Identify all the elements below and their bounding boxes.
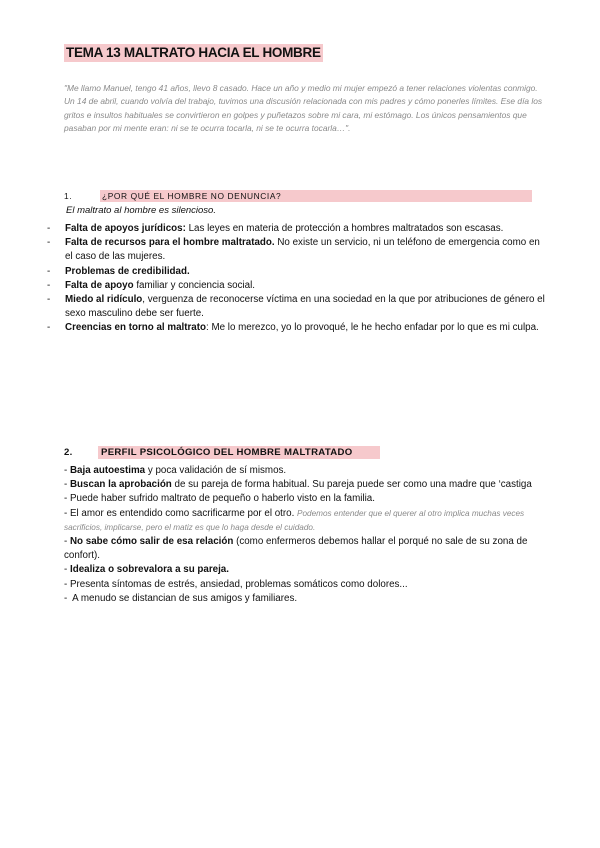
item-prefix: - bbox=[64, 564, 70, 576]
item-bold: Problemas de credibilidad. bbox=[65, 265, 190, 277]
list-item bbox=[47, 265, 547, 279]
item-note: Podemos entender que el querer al otro implica muchas veces sacrificios, implicarse, pero el matiz es que lo haga desde el cuidado. bbox=[64, 508, 525, 532]
item-bold: Idealiza o sobrevalora a su pareja. bbox=[69, 564, 229, 576]
document-title: TEMA 13 MALTRATO HACIA EL HOMBRE bbox=[66, 45, 321, 60]
item-bold: Miedo al ridículo bbox=[65, 294, 143, 306]
item-bold: Falta de apoyo bbox=[65, 279, 134, 291]
item-text: Las leyes en materia de protección a hombres maltratados son escasas. bbox=[185, 223, 504, 234]
item-bold: Creencias en torno al maltrato bbox=[65, 322, 207, 334]
item-text: A menudo se distancian de sus amigos y familiares. bbox=[72, 592, 298, 604]
section-1-list bbox=[47, 222, 547, 336]
item-bold: Buscan la aprobación bbox=[69, 479, 172, 491]
section-2-number: 2. bbox=[64, 447, 73, 458]
list-item bbox=[47, 222, 547, 236]
item-text: El amor es entendido como sacrificarme por el otro. bbox=[69, 507, 298, 519]
list-item bbox=[64, 507, 554, 535]
list-bullet: - bbox=[47, 223, 51, 234]
item-text: (como enfermeros debemos hallar el porqué no sale de su zona de confort). bbox=[64, 536, 528, 562]
testimony-quote: "Me llamo Manuel, tengo 41 años, llevo 8 casado. Hace un año y medio mi mujer empezó a tener relaciones violentas conmigo. Un 14 de abril, cuando volvía del trabajo, tuvimos una discusión relacionada con mis padres y cómo ponerles límites. Ese día los gritos e insultos habituales se convirtieron en golpes y puñetazos sobre mi cara, mi estómago. Los únicos pensamientos que pasaban por mi mente eran: ni se te ocurra tocarla, ni se te ocurra tocarla…". bbox=[64, 83, 543, 134]
list-item bbox=[64, 578, 554, 592]
section-1-subtitle: El maltrato al hombre es silencioso. bbox=[66, 205, 216, 216]
list-bullet: - bbox=[47, 294, 51, 306]
list-item bbox=[64, 478, 554, 492]
list-item bbox=[64, 464, 554, 478]
item-prefix: - bbox=[64, 493, 70, 505]
item-bold: Baja autoestima bbox=[69, 465, 146, 476]
list-item bbox=[64, 492, 554, 506]
list-item bbox=[64, 592, 554, 606]
section-2-heading-text: PERFIL PSICOLÓGICO DEL HOMBRE MALTRATADO bbox=[101, 447, 353, 458]
item-text: No existe un servicio, ni un teléfono de emergencia como en el caso de las mujeres. bbox=[65, 237, 540, 263]
item-text: : Me lo merezco, yo lo provoqué, le he hecho enfadar por lo que es mi culpa. bbox=[206, 322, 539, 334]
list-item bbox=[47, 279, 547, 293]
list-bullet: - bbox=[47, 237, 51, 249]
list-item bbox=[64, 535, 554, 563]
item-prefix: - bbox=[64, 507, 70, 519]
section-1-number: 1. bbox=[64, 191, 73, 201]
item-text: y poca validación de sí mismos. bbox=[145, 465, 287, 476]
item-prefix: - bbox=[64, 578, 70, 590]
section-1-heading bbox=[64, 190, 532, 202]
list-item bbox=[47, 293, 547, 321]
item-prefix: - bbox=[64, 479, 70, 491]
section-1-heading-text: ¿POR QUÉ EL HOMBRE NO DENUNCIA? bbox=[102, 191, 282, 201]
item-text: Puede haber sufrido maltrato de pequeño o haberlo visto en la familia. bbox=[69, 493, 375, 505]
item-bold: Falta de recursos para el hombre maltratado. bbox=[65, 237, 275, 249]
item-text: de su pareja de forma habitual. Su pareja puede ser como una madre que ‘castiga bbox=[171, 479, 532, 491]
item-prefix: - bbox=[64, 536, 70, 548]
section-2-list bbox=[64, 464, 554, 606]
item-bold: Falta de apoyos jurídicos: bbox=[65, 223, 186, 234]
item-prefix: - bbox=[64, 465, 70, 476]
list-item bbox=[64, 563, 554, 577]
item-prefix: - bbox=[64, 592, 73, 604]
item-text: familiar y conciencia social. bbox=[133, 279, 256, 291]
section-2-heading bbox=[64, 446, 380, 459]
list-item bbox=[47, 236, 547, 264]
item-bold: No sabe cómo salir de esa relación bbox=[69, 536, 234, 548]
list-bullet: - bbox=[47, 279, 51, 291]
list-bullet: - bbox=[47, 265, 51, 277]
item-text: , verguenza de reconocerse víctima en una sociedad en la que por atribuciones de género el sexo masculino debe ser fuerte. bbox=[65, 294, 545, 320]
list-bullet: - bbox=[47, 322, 51, 334]
item-text: Presenta síntomas de estrés, ansiedad, problemas somáticos como dolores... bbox=[69, 578, 408, 590]
list-item bbox=[47, 321, 547, 335]
